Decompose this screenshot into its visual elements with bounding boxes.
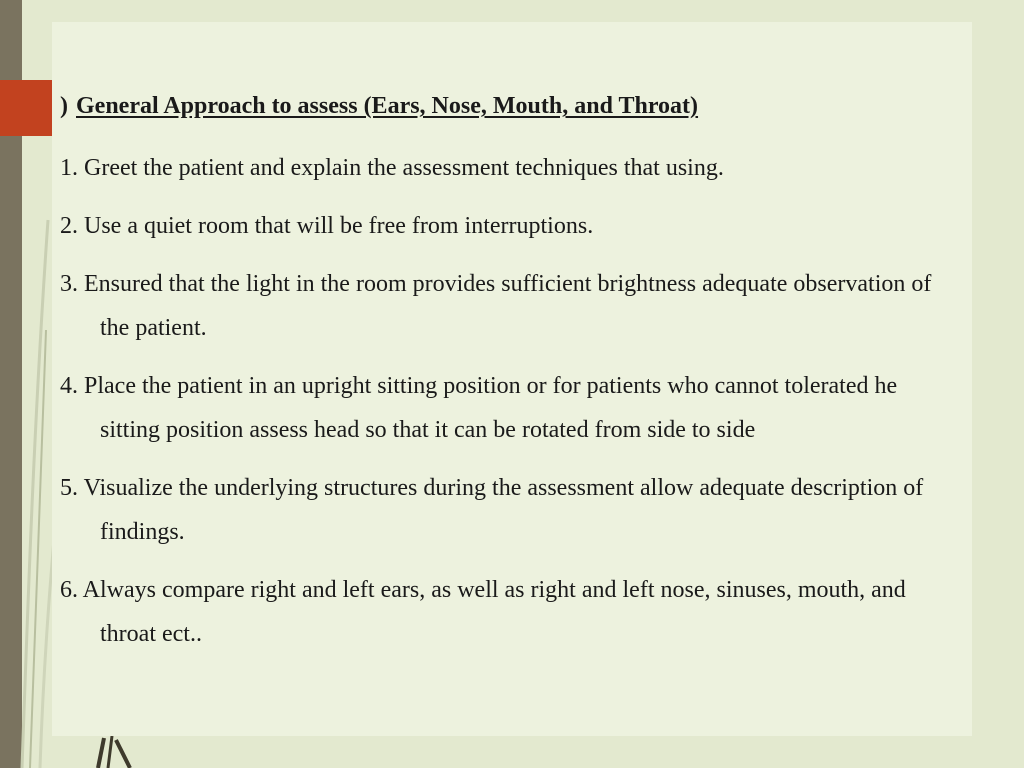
list-item-4: 4. Place the patient in an upright sitting position or for patients who cannot tolerated he sitting position assess head so that it can be rotated from side to side (60, 373, 898, 443)
accent-block (0, 80, 52, 136)
list-item-5: 5. Visualize the underlying structures during the assessment allow adequate description of findings. (60, 475, 924, 545)
title-text: General Approach to assess (Ears, Nose, Mouth, and Throat) (76, 93, 699, 119)
list-item-3: 3. Ensured that the light in the room provides sufficient brightness adequate observation of the patient. (60, 271, 932, 341)
slide-card (52, 22, 972, 736)
title-mark: ) (60, 93, 68, 119)
list-item-1: 1. Greet the patient and explain the assessment techniques that using. (60, 155, 724, 181)
slide-content (60, 90, 960, 670)
slide-title (60, 90, 960, 122)
list-item-2: 2. Use a quiet room that will be free from interruptions. (60, 213, 594, 239)
list-item-6: 6. Always compare right and left ears, as well as right and left nose, sinuses, mouth, and throat ect.. (60, 577, 906, 647)
